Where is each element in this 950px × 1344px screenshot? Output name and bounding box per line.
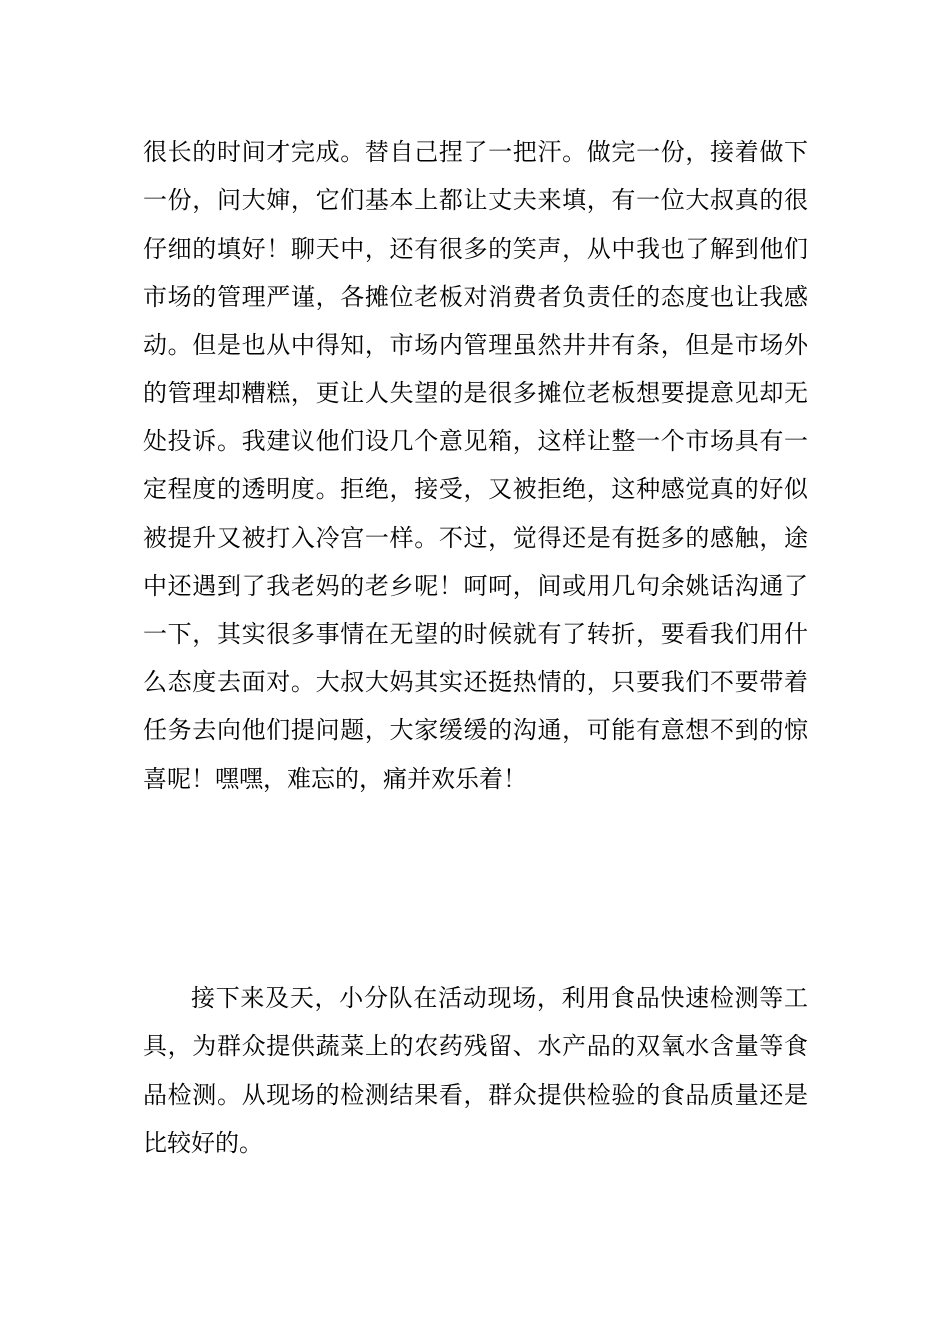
text-line: 处投诉。我建议他们设几个意见箱，这样让整一个市场具有一 bbox=[143, 427, 808, 455]
text-line: 具，为群众提供蔬菜上的农药残留、水产品的双氧水含量等食 bbox=[143, 1032, 808, 1060]
text-line: 任务去向他们提问题，大家缓缓的沟通，可能有意想不到的惊 bbox=[143, 716, 808, 744]
text-line: 的管理却糟糕，更让人失望的是很多摊位老板想要提意见却无 bbox=[143, 379, 808, 407]
text-line: 一下，其实很多事情在无望的时候就有了转折，要看我们用什 bbox=[143, 620, 808, 648]
text-line: 动。但是也从中得知，市场内管理虽然井井有条，但是市场外 bbox=[143, 331, 808, 359]
text-line: 接下来及天，小分队在活动现场，利用食品快速检测等工 bbox=[191, 984, 808, 1012]
text-line: 么态度去面对。大叔大妈其实还挺热情的，只要我们不要带着 bbox=[143, 668, 808, 696]
text-line: 比较好的。 bbox=[143, 1129, 263, 1157]
text-line: 定程度的透明度。拒绝，接受，又被拒绝，这种感觉真的好似 bbox=[143, 475, 808, 503]
text-line: 仔细的填好！聊天中，还有很多的笑声，从中我也了解到他们 bbox=[143, 235, 808, 263]
text-line: 品检测。从现场的检测结果看，群众提供检验的食品质量还是 bbox=[143, 1081, 808, 1109]
text-line: 中还遇到了我老妈的老乡呢！呵呵，间或用几句余姚话沟通了 bbox=[143, 572, 808, 600]
text-line: 喜呢！嘿嘿，难忘的，痛并欢乐着！ bbox=[143, 765, 527, 793]
text-line: 市场的管理严谨，各摊位老板对消费者负责任的态度也让我感 bbox=[143, 283, 808, 311]
text-line: 一份，问大婶，它们基本上都让丈夫来填，有一位大叔真的很 bbox=[143, 186, 808, 214]
text-line: 被提升又被打入冷宫一样。不过，觉得还是有挺多的感触，途 bbox=[143, 524, 808, 552]
text-line: 很长的时间才完成。替自己捏了一把汗。做完一份，接着做下 bbox=[143, 138, 808, 166]
